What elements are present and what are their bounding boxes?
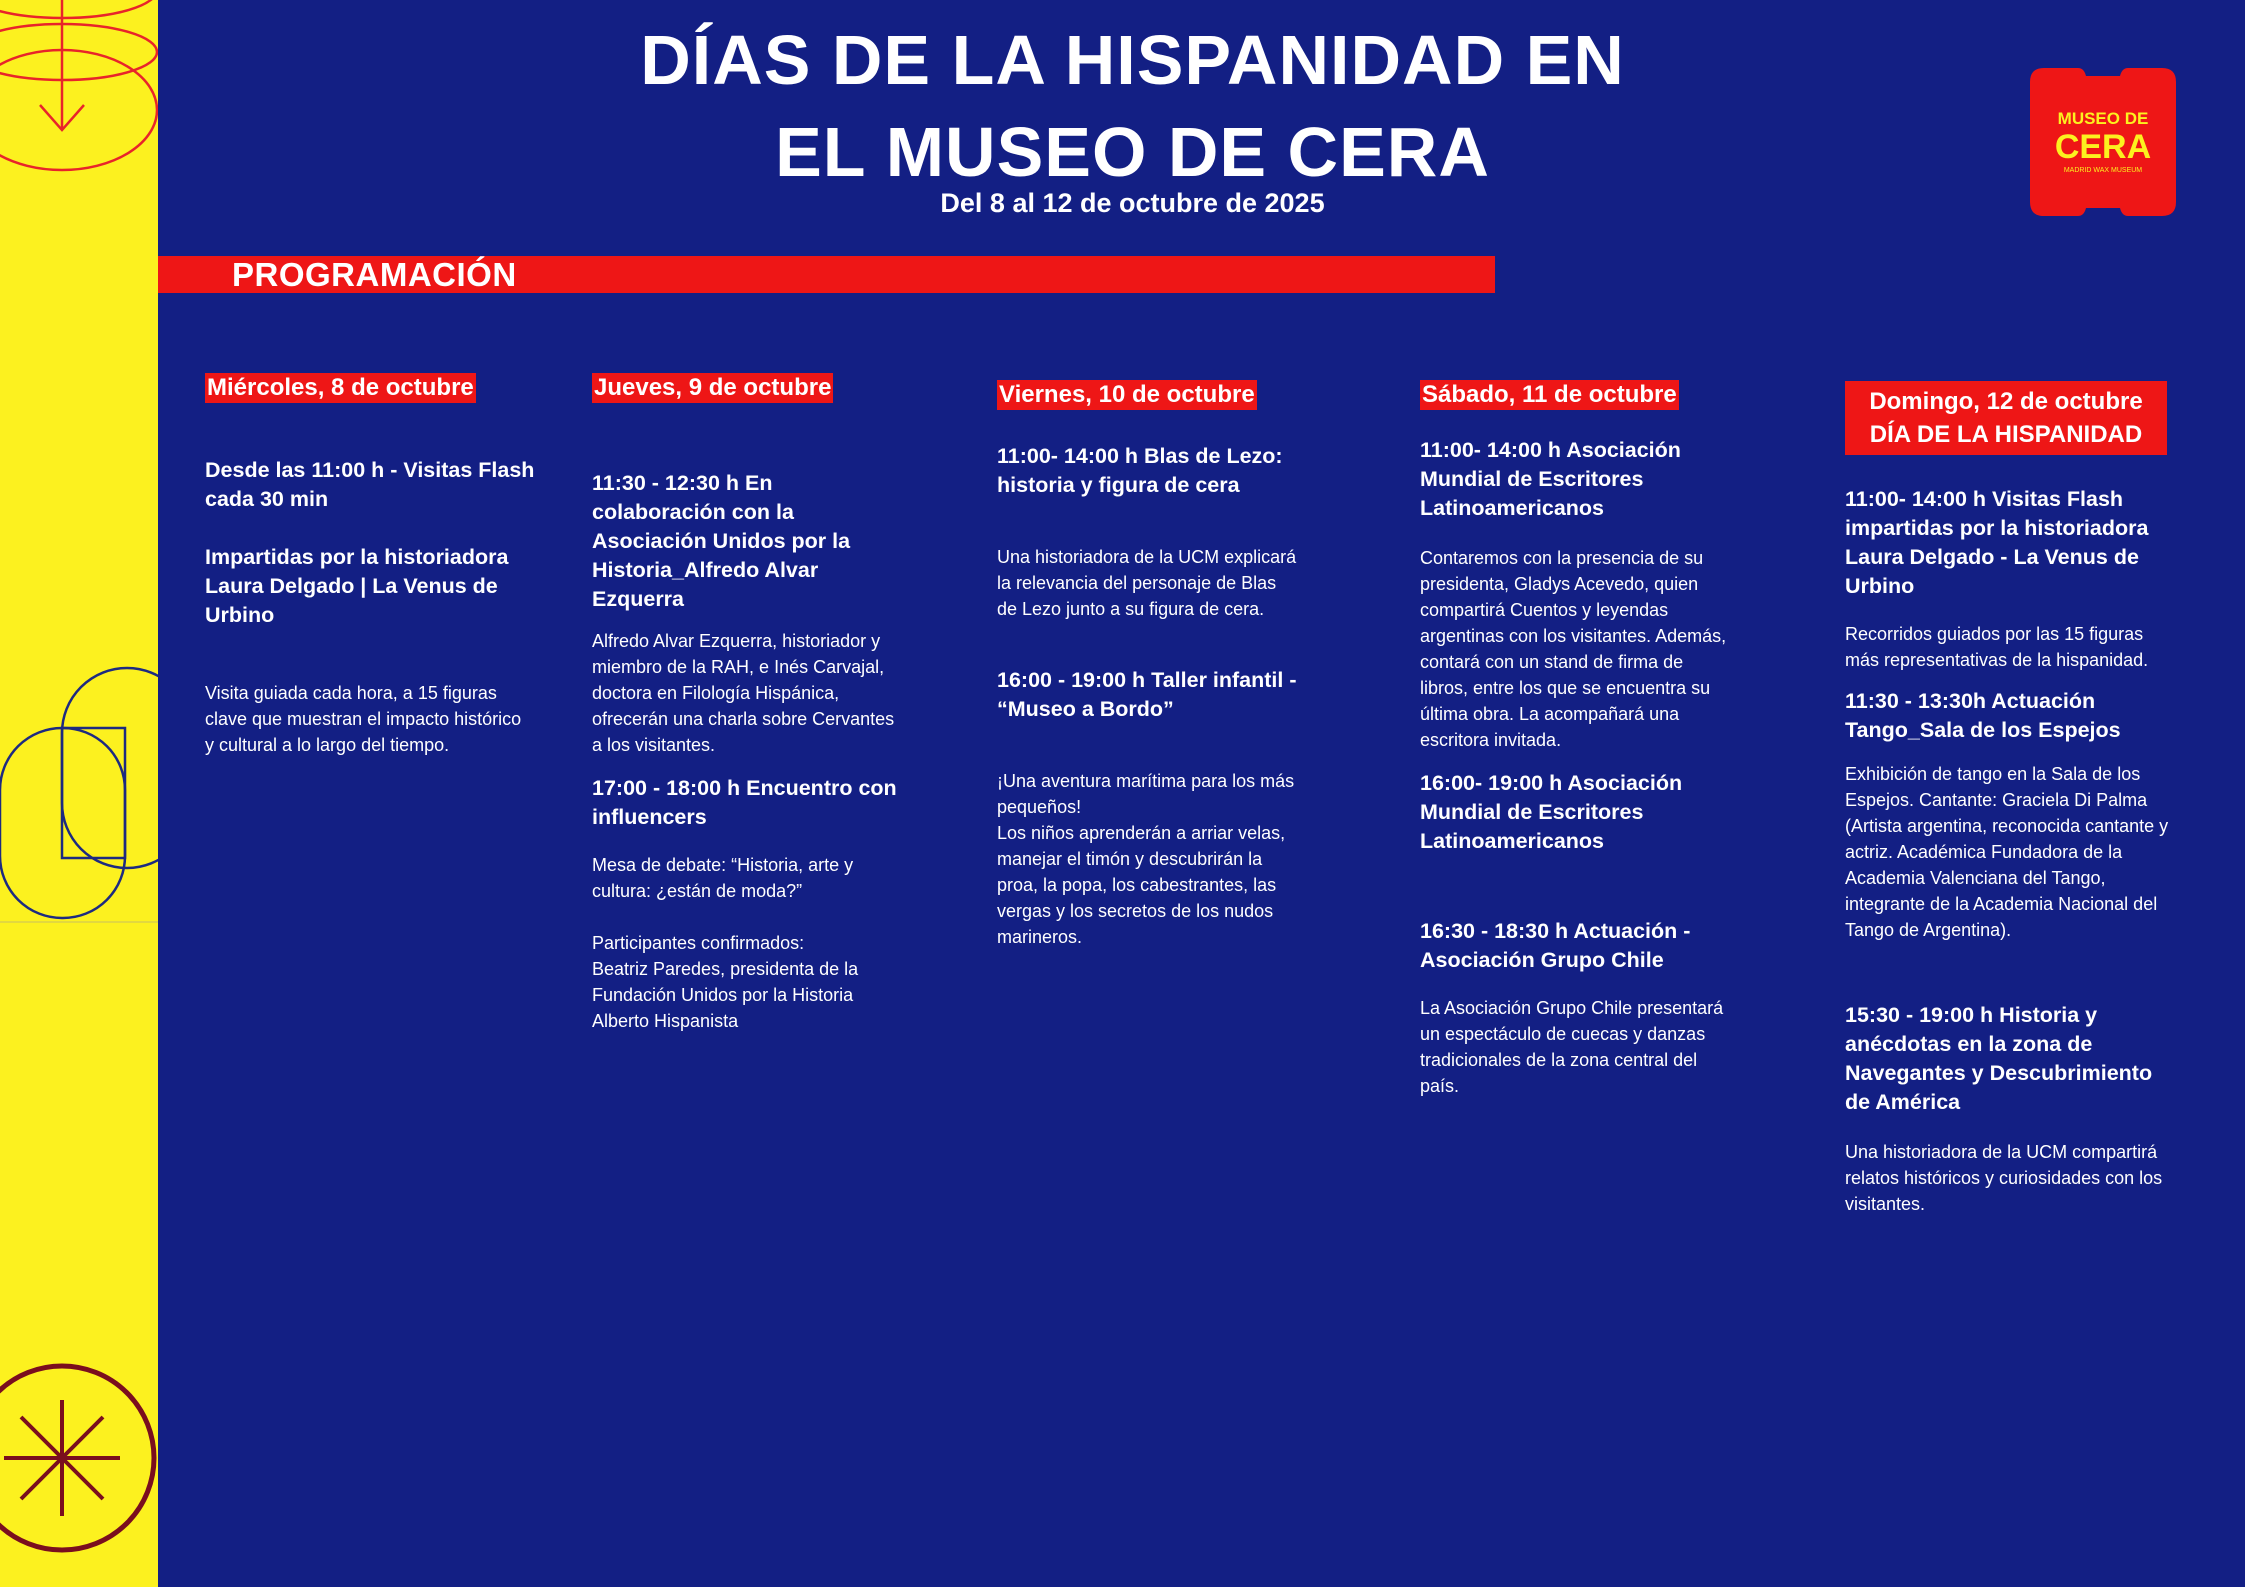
sidebar-ornaments-icon xyxy=(0,0,158,1587)
day-header-sunday-line-1: Domingo, 12 de octubre xyxy=(1869,388,2143,415)
museo-de-cera-logo xyxy=(2030,68,2176,216)
event-title: 11:00- 14:00 h Asociación Mundial de Escritores Latinoamericanos xyxy=(1420,438,1681,520)
day-column-thursday xyxy=(592,373,907,1034)
event-description: Recorridos guiados por las 15 figuras más representativas de la hispanidad. xyxy=(1845,624,2149,670)
logo-tagline: MADRID WAX MUSEUM xyxy=(2063,167,2143,174)
logo-badge-icon xyxy=(2030,68,2176,216)
event-description: Una historiadora de la UCM explicará la relevancia del personaje de Blas de Lezo junto a su figura de cera. xyxy=(997,547,1297,619)
event-title: 16:00 - 19:00 h Taller infantil - “Museo a Bordo” xyxy=(997,668,1297,721)
event-title: Impartidas por la historiadora Laura Delgado | La Venus de Urbino xyxy=(205,545,509,627)
day-column-friday xyxy=(997,380,1297,950)
logo-line-2: CERA xyxy=(2054,128,2152,166)
date-range-subtitle: Del 8 al 12 de octubre de 2025 xyxy=(940,188,1325,218)
event-description: ¡Una aventura marítima para los más pequeños! Los niños aprenderán a arriar velas, manejar el timón y descubrirán la proa, la popa, los cabestrantes, las vergas y los secretos de los nudos marineros. xyxy=(997,771,1295,947)
day-header-wednesday: Miércoles, 8 de octubre xyxy=(207,374,474,401)
event-description: Una historiadora de la UCM compartirá relatos históricos y curiosidades con los visitantes. xyxy=(1845,1142,2163,1214)
day-header-thursday: Jueves, 9 de octubre xyxy=(594,374,832,401)
event-title: 15:30 - 19:00 h Historia y anécdotas en la zona de Navegantes y Descubrimiento de América xyxy=(1845,1003,2153,1114)
day-column-wednesday xyxy=(205,373,535,758)
event-title: 16:00- 19:00 h Asociación Mundial de Escritores Latinoamericanos xyxy=(1420,771,1683,853)
day-header-saturday: Sábado, 11 de octubre xyxy=(1422,381,1677,408)
event-title: 11:30 - 13:30h Actuación Tango_Sala de los Espejos xyxy=(1845,689,2121,742)
page-title xyxy=(0,14,2245,198)
day-header-sunday xyxy=(1845,381,2167,455)
event-description: Exhibición de tango en la Sala de los Espejos. Cantante: Graciela Di Palma (Artista argentina, reconocida cantante y actriz. Académica Fundadora de la Academia Valenciana del Tango, integrante de la Academia Nacional del Tango de Argentina). xyxy=(1845,764,2169,940)
programacion-label: PROGRAMACIÓN xyxy=(232,256,517,293)
event-title: 11:00- 14:00 h Visitas Flash impartidas por la historiadora Laura Delgado - La Venus de Urbino xyxy=(1845,487,2149,598)
event-description: Contaremos con la presencia de su presidenta, Gladys Acevedo, quien compartirá Cuentos y leyendas argentinas con los visitantes. Además, contará con un stand de firma de libros, entre los que se encuentra su última obra. La acompañará una escritora invitada. xyxy=(1420,548,1727,750)
event-description: La Asociación Grupo Chile presentará un espectáculo de cuecas y danzas tradicionales de la zona central del país. xyxy=(1420,998,1724,1096)
decorative-sidebar xyxy=(0,0,158,1587)
day-column-sunday xyxy=(1845,381,2170,1217)
day-header-sunday-line-2: DÍA DE LA HISPANIDAD xyxy=(1869,421,2143,448)
logo-line-1: MUSEO DE xyxy=(2057,109,2149,128)
event-title: 17:00 - 18:00 h Encuentro con influencers xyxy=(592,776,897,829)
event-description: Alfredo Alvar Ezquerra, historiador y miembro de la RAH, e Inés Carvajal, doctora en Filología Hispánica, ofrecerán una charla sobre Cervantes a los visitantes. xyxy=(592,631,895,755)
title-line-2: EL MUSEO DE CERA xyxy=(775,113,1490,191)
event-title: 16:30 - 18:30 h Actuación - Asociación Grupo Chile xyxy=(1420,919,1691,972)
event-title: Desde las 11:00 h - Visitas Flash cada 30 min xyxy=(205,458,535,511)
event-description: Mesa de debate: “Historia, arte y cultura: ¿están de moda?” Participantes confirmados: Beatriz Paredes, presidenta de la Fundación Unidos por la Historia Alberto Hispanista xyxy=(592,855,859,1031)
title-line-1: DÍAS DE LA HISPANIDAD EN xyxy=(640,21,1625,99)
day-header-friday: Viernes, 10 de octubre xyxy=(999,381,1255,408)
event-description: Visita guiada cada hora, a 15 figuras clave que muestran el impacto histórico y cultural a lo largo del tiempo. xyxy=(205,683,522,755)
event-title: 11:30 - 12:30 h En colaboración con la Asociación Unidos por la Historia_Alfredo Alvar Ezquerra xyxy=(592,471,851,611)
event-title: 11:00- 14:00 h Blas de Lezo: historia y figura de cera xyxy=(997,444,1283,497)
day-column-saturday xyxy=(1420,380,1735,1099)
